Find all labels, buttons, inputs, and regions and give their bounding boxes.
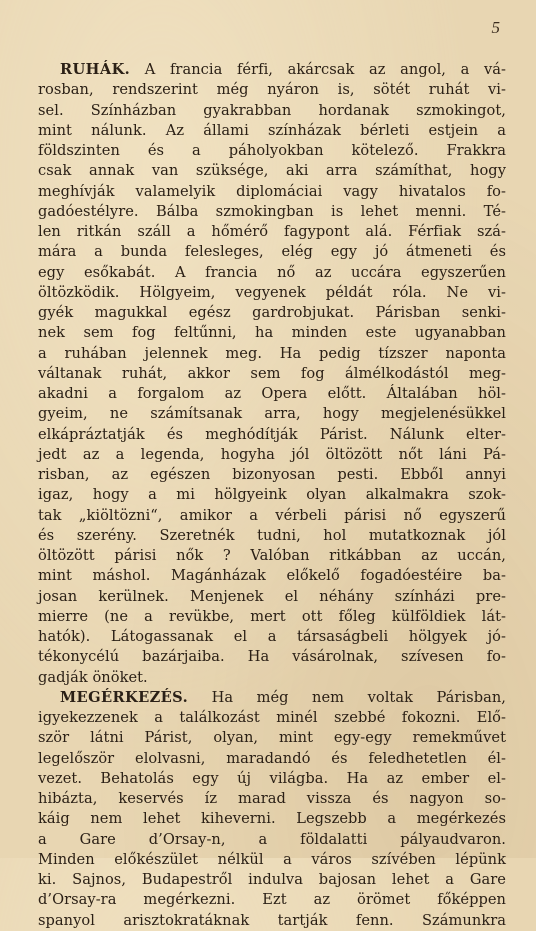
text-line: [38, 283, 506, 303]
text-line: [38, 485, 506, 505]
text-line: [38, 182, 506, 202]
line-text: mára a bunda felesleges, elég egy jó átmeneti és: [38, 243, 506, 261]
line-text: tékonycélú bazárjaiba. Ha vásárolnak, szívesen fo-: [38, 648, 506, 666]
line-text: gyeim, ne számítsanak arra, hogy megjelenésükkel: [38, 405, 506, 423]
text-line: [38, 526, 506, 546]
line-text: öltözködik. Hölgyeim, vegyenek példát róla. Ne vi-: [38, 283, 506, 301]
line-text: legelőször elolvasni, maradandó és feledhetetlen él-: [38, 749, 506, 767]
line-text: vezet. Behatolás egy új világba. Ha az ember el-: [38, 769, 506, 787]
line-text: elkápráztatják és meghódítják Párist. Nálunk elter-: [38, 425, 506, 443]
line-text: igaz, hogy a mi hölgyeink olyan alkalmakra szok-: [38, 486, 506, 504]
line-text: Minden előkészület nélkül a város szívében lépünk: [38, 850, 506, 868]
text-line: [38, 870, 506, 890]
text-line: [38, 384, 506, 404]
line-text: tak „kiöltözni“, amikor a vérbeli párisi nő egyszerű: [38, 506, 506, 524]
section-heading: MEGÉRKEZÉS.: [60, 688, 189, 706]
line-text: jedt az a legenda, hogyha jól öltözött nőt láni Pá-: [38, 445, 506, 463]
line-text: rosban, rendszerint még nyáron is, sötét ruhát vi-: [38, 81, 506, 99]
text-line: [38, 101, 506, 121]
text-line: [38, 445, 506, 465]
line-text: spanyol arisztokratáknak tartják fenn. Számunkra: [38, 911, 506, 929]
line-text: d’Orsay-ra megérkezni. Ezt az örömet főképpen: [38, 891, 506, 909]
line-text: ki. Sajnos, Budapestről indulva bajosan lehet a Gare: [38, 871, 506, 888]
line-text: hibázta, keservés íz marad vissza és nagyon so-: [38, 790, 506, 807]
text-line: [38, 323, 506, 343]
text-line: [38, 506, 506, 526]
page-number: 5: [491, 18, 500, 37]
line-text: a Gare d’Orsay-n, a földalatti pályaudvaron.: [38, 830, 506, 848]
line-text: gyék magukkal egész gardrobjukat. Párisban senki-: [38, 304, 506, 321]
text-line: [38, 303, 506, 323]
text-line: [38, 850, 506, 870]
line-text: káig nem lehet kiheverni. Legszebb a megérkezés: [38, 810, 506, 828]
text-line: [38, 830, 506, 850]
text-line: [38, 809, 506, 829]
text-line: [38, 80, 506, 100]
text-line: [38, 647, 506, 667]
line-text: gadóestélyre. Bálba szmokingban is lehet menni. Té-: [38, 202, 506, 220]
line-text: mint máshol. Magánházak előkelő fogadóestéire ba-: [38, 567, 506, 585]
line-text: a ruhában jelennek meg. Ha pedig tízszer naponta: [38, 344, 506, 362]
text-line: [38, 242, 506, 262]
section-heading: RUHÁK.: [60, 61, 131, 78]
text-line: [38, 749, 506, 769]
text-line: [38, 263, 506, 283]
line-text: és szerény. Szeretnék tudni, hol mutatkoznak jól: [38, 526, 506, 544]
line-text: földszinten és a páholyokban kötelező. Frakkra: [38, 142, 506, 159]
text-line: [38, 668, 506, 688]
line-text: mierre (ne a revükbe, mert ott főleg külföldiek lát-: [38, 607, 506, 625]
line-text: josan kerülnek. Menjenek el néhány színházi pre-: [38, 587, 506, 605]
line-text: mint nálunk. Az állami színházak bérleti estjein a: [38, 121, 506, 139]
text-line: [38, 404, 506, 424]
line-text: sel. Színházban gyakrabban hordanak szmokingot,: [38, 101, 506, 119]
line-text: akadni a forgalom az Opera előtt. Általában höl-: [38, 385, 506, 402]
line-text: öltözött párisi nők ? Valóban ritkábban az uccán,: [38, 547, 506, 564]
line-text: gadják önöket.: [38, 668, 148, 686]
line-text: csak annak van szüksége, aki arra számíthat, hogy: [38, 162, 506, 180]
text-line: [38, 465, 506, 485]
line-text: A francia férfi, akárcsak az angol, a vá-: [144, 61, 506, 78]
line-text: igyekezzenek a találkozást minél szebbé fokozni. Elő-: [38, 709, 506, 726]
line-text: len ritkán száll a hőmérő fagypont alá. Férfiak szá-: [38, 223, 506, 240]
text-line: [38, 769, 506, 789]
text-line: [38, 222, 506, 242]
text-line: [38, 728, 506, 748]
line-text: Ha még nem voltak Párisban,: [211, 688, 506, 706]
text-line: [38, 566, 506, 586]
text-line: [38, 890, 506, 910]
body-text: [38, 60, 506, 931]
text-line: [38, 587, 506, 607]
line-text: nek sem fog feltűnni, ha minden este ugyanabban: [38, 324, 506, 342]
text-line: [38, 607, 506, 627]
text-line: [38, 161, 506, 181]
text-line: [38, 708, 506, 728]
text-line: [38, 627, 506, 647]
text-line: [38, 141, 506, 161]
line-text: ször látni Párist, olyan, mint egy-egy remekművet: [38, 729, 506, 747]
text-line: [38, 789, 506, 809]
text-line: [38, 60, 506, 80]
line-text: hatók). Látogassanak el a társaságbeli hölgyek jó-: [38, 628, 506, 645]
text-line: [38, 546, 506, 566]
line-text: risban, az egészen bizonyosan pesti. Ebből annyi: [38, 466, 506, 483]
text-line: [38, 344, 506, 364]
text-line: [38, 911, 506, 931]
text-line: [38, 425, 506, 445]
text-line: [38, 364, 506, 384]
text-line: [38, 202, 506, 222]
line-text: meghívják valamelyik diplomáciai vagy hivatalos fo-: [38, 182, 506, 200]
text-line: [38, 688, 506, 708]
line-text: váltanak ruhát, akkor sem fog álmélkodástól meg-: [38, 364, 506, 382]
line-text: egy esőkabát. A francia nő az uccára egyszerűen: [38, 263, 506, 281]
text-line: [38, 121, 506, 141]
